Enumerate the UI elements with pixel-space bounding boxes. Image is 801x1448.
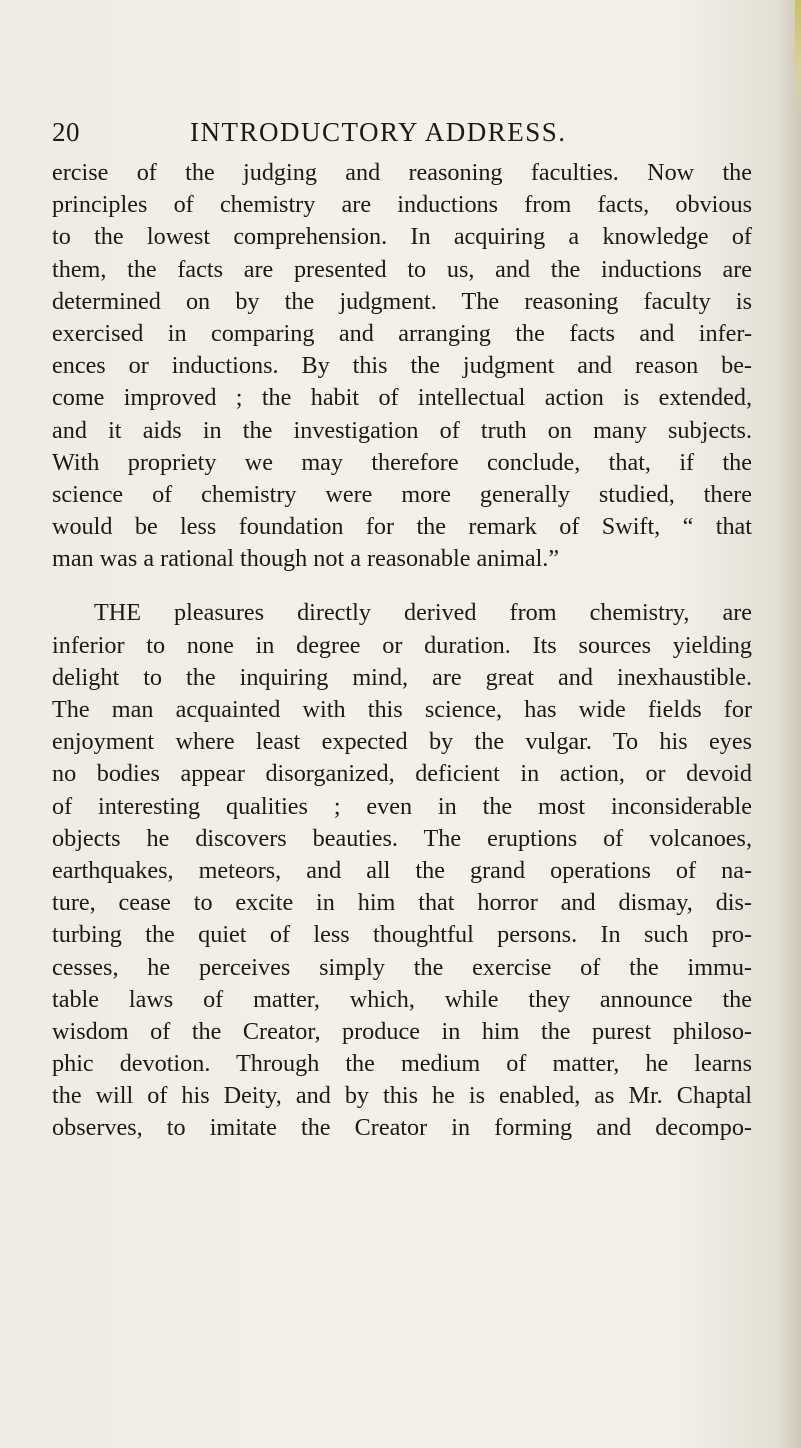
paragraph-2	[52, 597, 752, 1144]
text-line: turbing the quiet of less thoughtful persons. In such pro-	[52, 921, 752, 949]
text-line: ences or inductions. By this the judgment and reason be-	[52, 352, 752, 380]
text-line: the will of his Deity, and by this he is enabled, as Mr. Chaptal	[52, 1082, 752, 1110]
text-line: come improved ; the habit of intellectual action is extended,	[52, 384, 752, 412]
text-line: inferior to none in degree or duration. Its sources yielding	[52, 631, 752, 659]
text-line: science of chemistry were more generally studied, there	[52, 480, 752, 508]
body-text	[52, 157, 752, 1145]
running-head: INTRODUCTORY ADDRESS.	[190, 117, 567, 147]
text-line: observes, to imitate the Creator in forming and decompo-	[52, 1114, 752, 1142]
text-line: determined on by the judgment. The reasoning faculty is	[52, 287, 752, 315]
paragraph-1	[52, 157, 752, 575]
text-line: phic devotion. Through the medium of matter, he learns	[52, 1050, 752, 1078]
text-line: principles of chemistry are inductions from facts, obvious	[52, 191, 752, 219]
text-line: them, the facts are presented to us, and the inductions are	[52, 255, 752, 283]
text-line: The man acquainted with this science, has wide fields for	[52, 696, 752, 723]
text-line: man was a rational though not a reasonable animal.”	[52, 545, 560, 573]
page-header	[52, 112, 752, 152]
paragraph-gap	[52, 575, 752, 597]
text-line: wisdom of the Creator, produce in him the purest philoso-	[52, 1017, 752, 1045]
page-edge-stain	[795, 0, 801, 110]
text-line: cesses, he perceives simply the exercise of the immu-	[52, 953, 752, 981]
text-line: THE pleasures directly derived from chemistry, are	[94, 599, 752, 627]
text-line: enjoyment where least expected by the vulgar. To his eyes	[52, 728, 752, 756]
text-line: of interesting qualities ; even in the most inconsiderable	[52, 792, 752, 820]
text-line: would be less foundation for the remark of Swift, “ that	[52, 513, 752, 541]
text-line: With propriety we may therefore conclude, that, if the	[52, 448, 752, 476]
text-line: no bodies appear disorganized, deficient in action, or devoid	[52, 760, 752, 788]
text-line: delight to the inquiring mind, are great and inexhaustible.	[52, 663, 752, 691]
text-line: ercise of the judging and reasoning faculties. Now the	[52, 159, 752, 186]
text-line: table laws of matter, which, while they announce the	[52, 985, 752, 1013]
text-line: objects he discovers beauties. The eruptions of volcanoes,	[52, 824, 752, 852]
text-line: earthquakes, meteors, and all the grand operations of na-	[52, 856, 752, 884]
text-line: ture, cease to excite in him that horror and dismay, dis-	[52, 889, 752, 917]
text-line: to the lowest comprehension. In acquiring a knowledge of	[52, 223, 752, 251]
text-line: and it aids in the investigation of truth on many subjects.	[52, 416, 752, 444]
text-line: exercised in comparing and arranging the facts and infer-	[52, 319, 752, 347]
page-number: 20	[52, 117, 80, 147]
